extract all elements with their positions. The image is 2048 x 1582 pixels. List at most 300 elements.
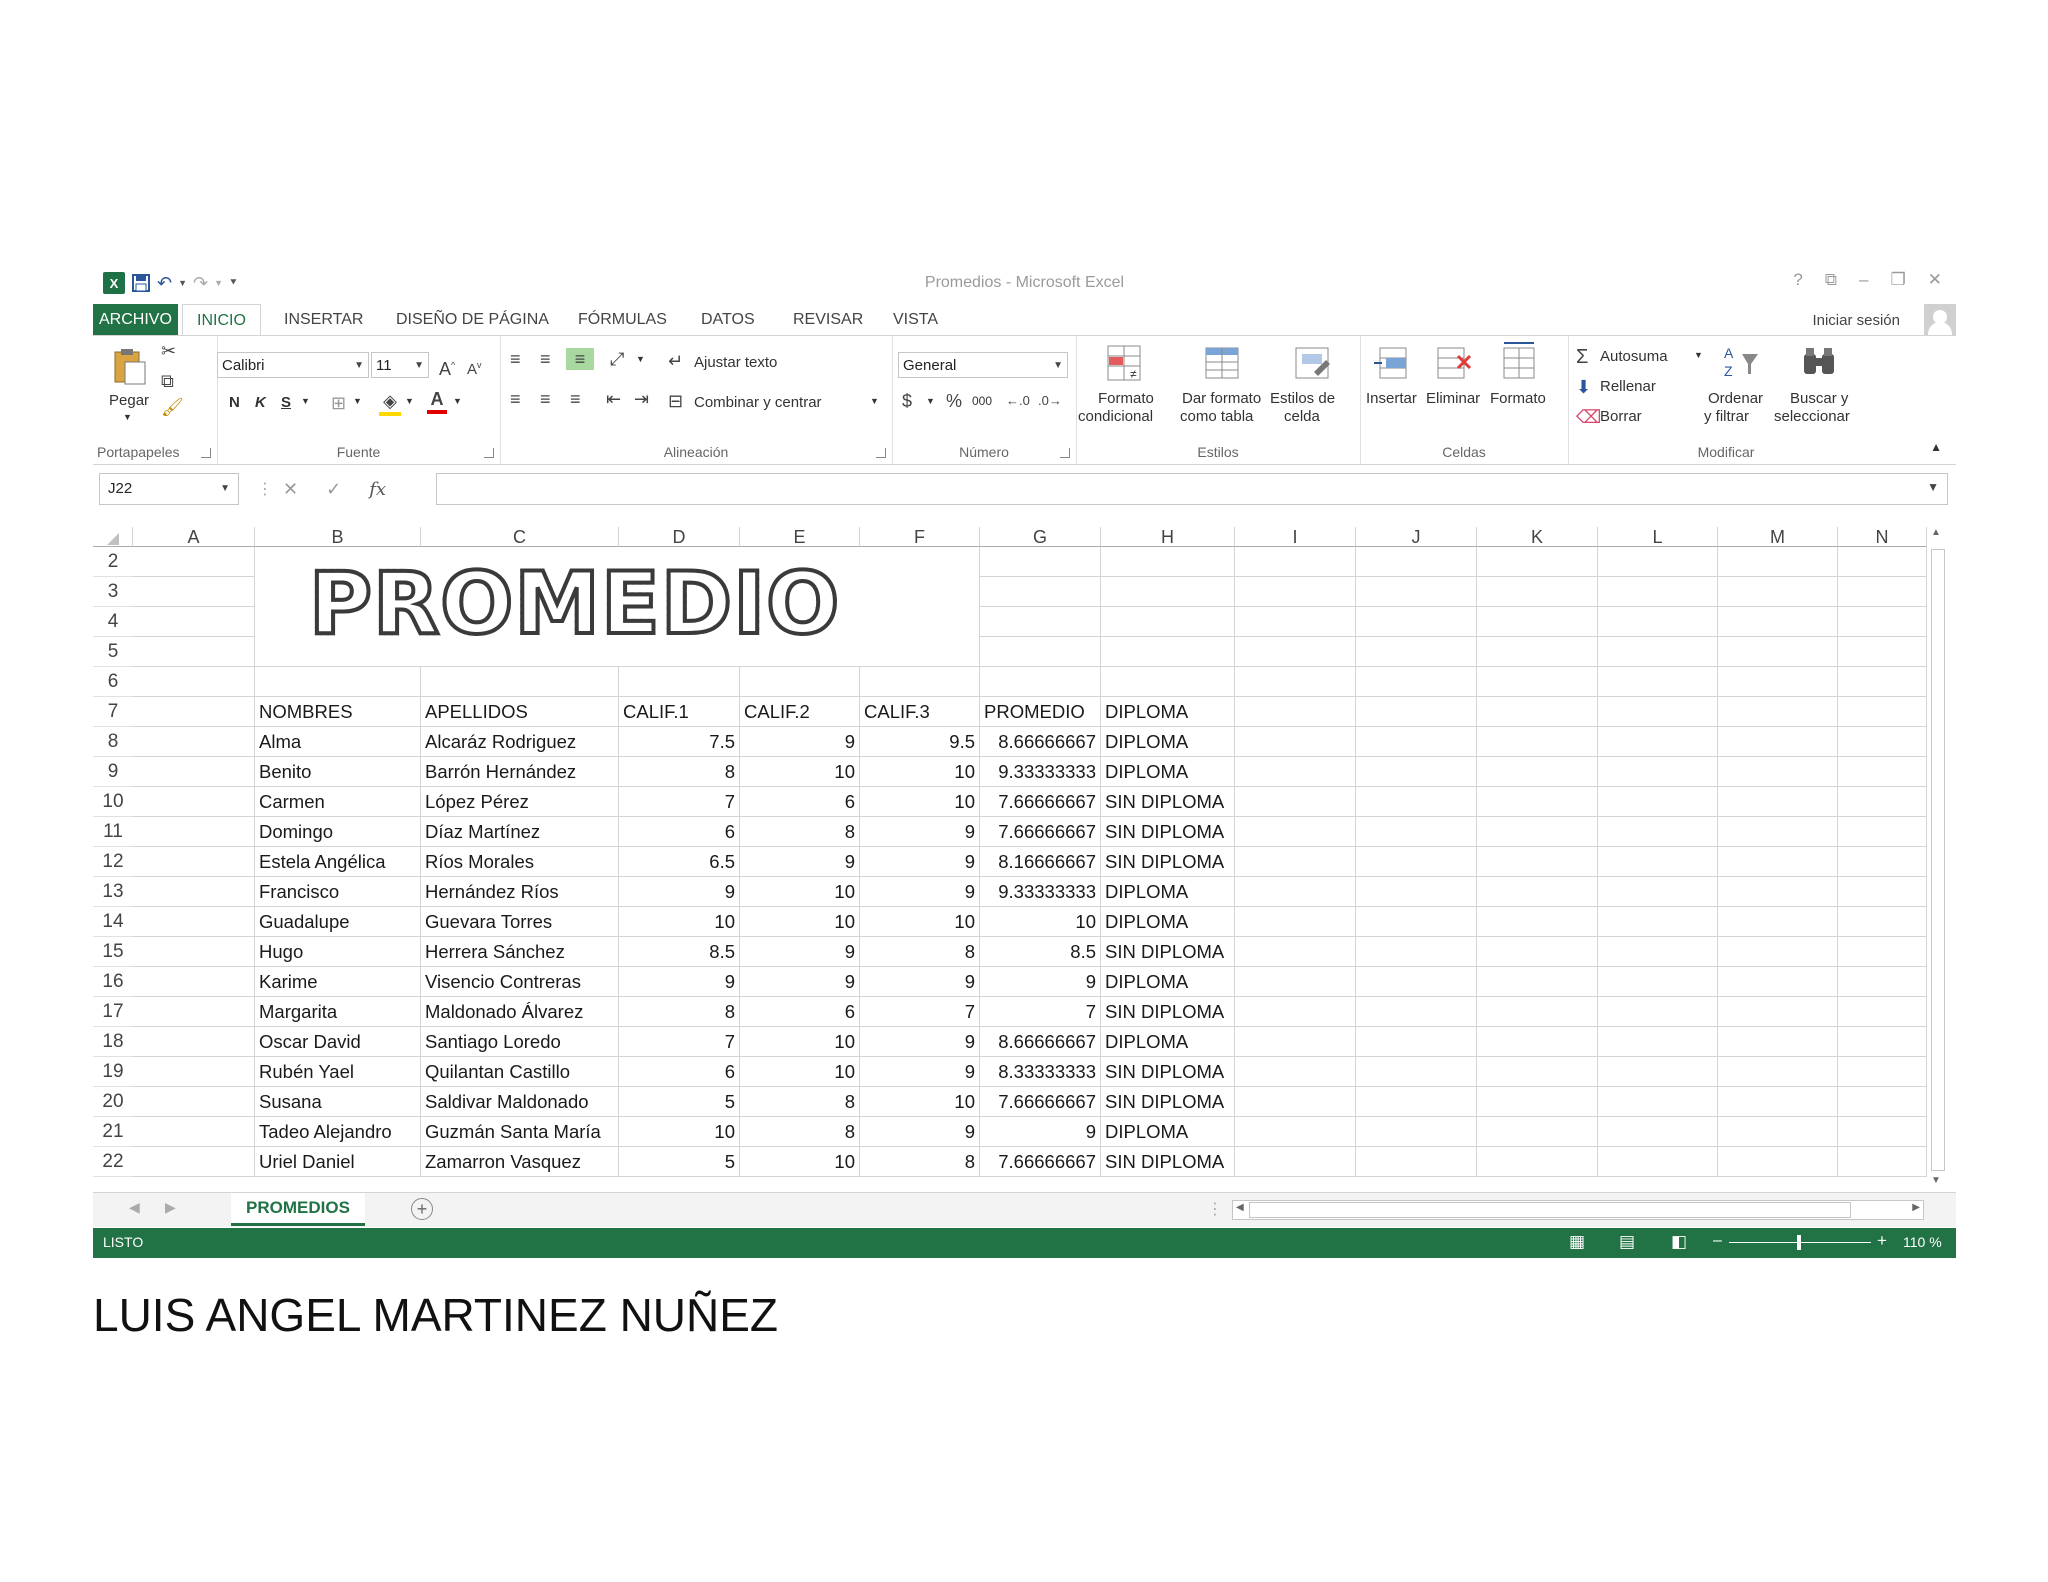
underline-dropdown-icon[interactable]: ▼ [301, 396, 310, 406]
cell-n19[interactable] [1838, 1057, 1927, 1087]
cell-f22[interactable]: 8 [860, 1147, 980, 1177]
cell-f11[interactable]: 9 [860, 817, 980, 847]
cell-i11[interactable] [1235, 817, 1356, 847]
find-select-button[interactable]: Buscar y [1790, 390, 1849, 407]
fill-down-icon[interactable]: ⬇ [1576, 377, 1592, 397]
cell-e22[interactable]: 10 [740, 1147, 860, 1177]
cell-i7[interactable] [1235, 697, 1356, 727]
cell-j6[interactable] [1356, 667, 1477, 697]
tab-formulas[interactable]: FÓRMULAS [578, 311, 667, 328]
cell-e14[interactable]: 10 [740, 907, 860, 937]
cell-g13[interactable]: 9.33333333 [980, 877, 1101, 907]
cell-c6[interactable] [421, 667, 619, 697]
row-header-4[interactable]: 4 [93, 607, 133, 637]
cell-j10[interactable] [1356, 787, 1477, 817]
cell-c15[interactable]: Herrera Sánchez [421, 937, 619, 967]
cell-m11[interactable] [1718, 817, 1838, 847]
cell-i22[interactable] [1235, 1147, 1356, 1177]
cell-n22[interactable] [1838, 1147, 1927, 1177]
cell-d18[interactable]: 7 [619, 1027, 740, 1057]
cell-e11[interactable]: 8 [740, 817, 860, 847]
cell-h14[interactable]: DIPLOMA [1101, 907, 1235, 937]
cell-e18[interactable]: 10 [740, 1027, 860, 1057]
cell-g6[interactable] [980, 667, 1101, 697]
cell-g15[interactable]: 8.5 [980, 937, 1101, 967]
cell-a21[interactable] [133, 1117, 255, 1147]
cell-m16[interactable] [1718, 967, 1838, 997]
cell-h6[interactable] [1101, 667, 1235, 697]
cell-l9[interactable] [1598, 757, 1718, 787]
cell-n4[interactable] [1838, 607, 1927, 637]
cell-e21[interactable]: 8 [740, 1117, 860, 1147]
cell-e12[interactable]: 9 [740, 847, 860, 877]
collapse-ribbon-icon[interactable]: ▲ [1930, 440, 1942, 454]
tab-revisar[interactable]: REVISAR [793, 311, 864, 328]
cell-a11[interactable] [133, 817, 255, 847]
cell-a19[interactable] [133, 1057, 255, 1087]
bold-button[interactable]: N [229, 394, 240, 411]
cell-c21[interactable]: Guzmán Santa María [421, 1117, 619, 1147]
sort-filter-button[interactable]: Ordenar [1708, 390, 1764, 407]
column-header-m[interactable]: M [1718, 527, 1838, 547]
decrease-indent-icon[interactable]: ⇤ [606, 389, 622, 409]
cell-h16[interactable]: DIPLOMA [1101, 967, 1235, 997]
cell-b13[interactable]: Francisco [255, 877, 421, 907]
cell-g11[interactable]: 7.66666667 [980, 817, 1101, 847]
ribbon-display-icon[interactable]: ⧉ [1824, 270, 1838, 289]
row-header-19[interactable]: 19 [93, 1057, 133, 1087]
font-launcher-icon[interactable] [484, 448, 494, 458]
cell-c14[interactable]: Guevara Torres [421, 907, 619, 937]
font-color-icon[interactable]: A [427, 388, 447, 414]
page-break-view-icon[interactable]: ◧ [1671, 1232, 1688, 1251]
cell-k14[interactable] [1477, 907, 1598, 937]
cell-i19[interactable] [1235, 1057, 1356, 1087]
cell-k4[interactable] [1477, 607, 1598, 637]
cell-b22[interactable]: Uriel Daniel [255, 1147, 421, 1177]
cell-b8[interactable]: Alma [255, 727, 421, 757]
cell-k9[interactable] [1477, 757, 1598, 787]
clear-button[interactable]: Borrar [1600, 408, 1642, 425]
cell-c8[interactable]: Alcaráz Rodriguez [421, 727, 619, 757]
cell-f18[interactable]: 9 [860, 1027, 980, 1057]
row-header-3[interactable]: 3 [93, 577, 133, 607]
borders-icon[interactable]: ⊞ [331, 393, 347, 413]
row-header-12[interactable]: 12 [93, 847, 133, 877]
cell-k8[interactable] [1477, 727, 1598, 757]
cell-b7[interactable]: NOMBRES [255, 697, 421, 727]
insert-cells-icon[interactable] [1372, 342, 1414, 384]
cell-n2[interactable] [1838, 547, 1927, 577]
formula-bar-handle-icon[interactable]: ⋮ [257, 481, 273, 498]
cell-h8[interactable]: DIPLOMA [1101, 727, 1235, 757]
cell-a15[interactable] [133, 937, 255, 967]
row-header-10[interactable]: 10 [93, 787, 133, 817]
cancel-icon[interactable]: ✕ [283, 478, 299, 499]
cell-l21[interactable] [1598, 1117, 1718, 1147]
column-header-e[interactable]: E [740, 527, 860, 547]
cell-b20[interactable]: Susana [255, 1087, 421, 1117]
font-color-dropdown-icon[interactable]: ▼ [453, 396, 462, 406]
cell-d14[interactable]: 10 [619, 907, 740, 937]
cell-k7[interactable] [1477, 697, 1598, 727]
normal-view-icon[interactable]: ▦ [1569, 1232, 1586, 1251]
cell-n14[interactable] [1838, 907, 1927, 937]
row-header-22[interactable]: 22 [93, 1147, 133, 1177]
column-header-k[interactable]: K [1477, 527, 1598, 547]
conditional-format-icon[interactable] [1104, 342, 1146, 384]
cell-j18[interactable] [1356, 1027, 1477, 1057]
cell-l19[interactable] [1598, 1057, 1718, 1087]
cell-b19[interactable]: Rubén Yael [255, 1057, 421, 1087]
increase-decimal-icon[interactable]: ←.0 [1006, 393, 1030, 408]
cell-h5[interactable] [1101, 637, 1235, 667]
undo-icon[interactable]: ↶ [157, 272, 173, 293]
cell-styles-button[interactable]: Estilos de [1270, 390, 1336, 407]
cell-i20[interactable] [1235, 1087, 1356, 1117]
cell-m15[interactable] [1718, 937, 1838, 967]
cell-m5[interactable] [1718, 637, 1838, 667]
cell-f2[interactable] [860, 547, 980, 577]
cell-h2[interactable] [1101, 547, 1235, 577]
cell-k18[interactable] [1477, 1027, 1598, 1057]
cell-b9[interactable]: Benito [255, 757, 421, 787]
name-box[interactable]: J22 ▼ [99, 473, 239, 505]
cell-b6[interactable] [255, 667, 421, 697]
cell-b15[interactable]: Hugo [255, 937, 421, 967]
cell-g21[interactable]: 9 [980, 1117, 1101, 1147]
cell-f17[interactable]: 7 [860, 997, 980, 1027]
cell-k6[interactable] [1477, 667, 1598, 697]
cell-m14[interactable] [1718, 907, 1838, 937]
cell-l14[interactable] [1598, 907, 1718, 937]
cell-e9[interactable]: 10 [740, 757, 860, 787]
cell-m6[interactable] [1718, 667, 1838, 697]
row-header-7[interactable]: 7 [93, 697, 133, 727]
cell-f9[interactable]: 10 [860, 757, 980, 787]
cell-b12[interactable]: Estela Angélica [255, 847, 421, 877]
cell-a6[interactable] [133, 667, 255, 697]
cell-d8[interactable]: 7.5 [619, 727, 740, 757]
cell-j17[interactable] [1356, 997, 1477, 1027]
format-as-table-label-2[interactable]: como tabla [1180, 408, 1254, 425]
cell-g20[interactable]: 7.66666667 [980, 1087, 1101, 1117]
cell-h18[interactable]: DIPLOMA [1101, 1027, 1235, 1057]
find-select-label-2[interactable]: seleccionar [1774, 408, 1850, 425]
cell-j13[interactable] [1356, 877, 1477, 907]
cell-g12[interactable]: 8.16666667 [980, 847, 1101, 877]
cell-j9[interactable] [1356, 757, 1477, 787]
cell-e8[interactable]: 9 [740, 727, 860, 757]
cell-c10[interactable]: López Pérez [421, 787, 619, 817]
cell-f21[interactable]: 9 [860, 1117, 980, 1147]
tab-archivo[interactable]: ARCHIVO [93, 304, 178, 336]
cell-l10[interactable] [1598, 787, 1718, 817]
cell-j19[interactable] [1356, 1057, 1477, 1087]
align-center-icon[interactable]: ≡ [540, 389, 551, 409]
redo-dropdown-icon[interactable]: ▼ [214, 278, 224, 288]
cell-n18[interactable] [1838, 1027, 1927, 1057]
cell-j22[interactable] [1356, 1147, 1477, 1177]
cell-f10[interactable]: 10 [860, 787, 980, 817]
cell-k19[interactable] [1477, 1057, 1598, 1087]
cell-c19[interactable]: Quilantan Castillo [421, 1057, 619, 1087]
cell-i21[interactable] [1235, 1117, 1356, 1147]
cell-j5[interactable] [1356, 637, 1477, 667]
cell-k2[interactable] [1477, 547, 1598, 577]
wrap-text-icon[interactable]: ↵ [668, 351, 684, 371]
cell-i10[interactable] [1235, 787, 1356, 817]
page-layout-view-icon[interactable]: ▤ [1619, 1232, 1636, 1251]
cell-j7[interactable] [1356, 697, 1477, 727]
horizontal-scrollbar[interactable] [1232, 1200, 1924, 1220]
cell-b17[interactable]: Margarita [255, 997, 421, 1027]
column-header-g[interactable]: G [980, 527, 1101, 547]
cut-icon[interactable]: ✂ [161, 341, 177, 361]
cell-d17[interactable]: 8 [619, 997, 740, 1027]
cell-l20[interactable] [1598, 1087, 1718, 1117]
cell-b11[interactable]: Domingo [255, 817, 421, 847]
paste-dropdown-icon[interactable]: ▼ [123, 412, 132, 422]
vertical-scrollbar[interactable] [1927, 527, 1949, 1197]
cell-j14[interactable] [1356, 907, 1477, 937]
cell-n5[interactable] [1838, 637, 1927, 667]
cell-b16[interactable]: Karime [255, 967, 421, 997]
cell-l5[interactable] [1598, 637, 1718, 667]
cell-f13[interactable]: 9 [860, 877, 980, 907]
autosum-button[interactable]: Autosuma [1600, 348, 1668, 365]
cell-l18[interactable] [1598, 1027, 1718, 1057]
cell-h22[interactable]: SIN DIPLOMA [1101, 1147, 1235, 1177]
column-header-j[interactable]: J [1356, 527, 1477, 547]
eraser-icon[interactable]: ⌫ [1576, 407, 1602, 427]
cell-m13[interactable] [1718, 877, 1838, 907]
cell-a13[interactable] [133, 877, 255, 907]
merge-center-button[interactable]: Combinar y centrar [694, 394, 822, 411]
row-header-9[interactable]: 9 [93, 757, 133, 787]
fill-color-dropdown-icon[interactable]: ▼ [405, 396, 414, 406]
cell-j12[interactable] [1356, 847, 1477, 877]
column-header-b[interactable]: B [255, 527, 421, 547]
cell-a4[interactable] [133, 607, 255, 637]
binoculars-icon[interactable] [1798, 342, 1840, 384]
cell-i2[interactable] [1235, 547, 1356, 577]
cell-l4[interactable] [1598, 607, 1718, 637]
cell-i18[interactable] [1235, 1027, 1356, 1057]
cell-i12[interactable] [1235, 847, 1356, 877]
cell-e17[interactable]: 6 [740, 997, 860, 1027]
cell-m17[interactable] [1718, 997, 1838, 1027]
column-header-i[interactable]: I [1235, 527, 1356, 547]
cell-k5[interactable] [1477, 637, 1598, 667]
autosum-icon[interactable]: Σ [1576, 346, 1589, 368]
format-as-table-icon[interactable] [1202, 342, 1244, 384]
cell-m10[interactable] [1718, 787, 1838, 817]
cell-j15[interactable] [1356, 937, 1477, 967]
cell-n17[interactable] [1838, 997, 1927, 1027]
zoom-slider-thumb[interactable] [1797, 1235, 1801, 1250]
cell-g22[interactable]: 7.66666667 [980, 1147, 1101, 1177]
cell-k11[interactable] [1477, 817, 1598, 847]
increase-font-icon[interactable]: A^ [439, 359, 456, 379]
zoom-out-icon[interactable]: – [1713, 1232, 1722, 1249]
column-header-c[interactable]: C [421, 527, 619, 547]
cell-m20[interactable] [1718, 1087, 1838, 1117]
cell-a16[interactable] [133, 967, 255, 997]
cell-j11[interactable] [1356, 817, 1477, 847]
cell-g7[interactable]: PROMEDIO [980, 697, 1101, 727]
column-header-d[interactable]: D [619, 527, 740, 547]
scroll-down-icon[interactable]: ▼ [1931, 1175, 1941, 1186]
undo-dropdown-icon[interactable]: ▼ [178, 278, 188, 288]
cell-k21[interactable] [1477, 1117, 1598, 1147]
help-icon[interactable]: ? [1793, 270, 1803, 289]
cell-h9[interactable]: DIPLOMA [1101, 757, 1235, 787]
column-header-f[interactable]: F [860, 527, 980, 547]
row-header-16[interactable]: 16 [93, 967, 133, 997]
cell-l3[interactable] [1598, 577, 1718, 607]
cell-d9[interactable]: 8 [619, 757, 740, 787]
cell-i5[interactable] [1235, 637, 1356, 667]
close-icon[interactable]: ✕ [1927, 270, 1942, 289]
cell-b21[interactable]: Tadeo Alejandro [255, 1117, 421, 1147]
scroll-right-icon[interactable]: ▶ [1912, 1202, 1920, 1213]
row-header-17[interactable]: 17 [93, 997, 133, 1027]
clipboard-launcher-icon[interactable] [201, 448, 211, 458]
borders-dropdown-icon[interactable]: ▼ [353, 396, 362, 406]
cell-m8[interactable] [1718, 727, 1838, 757]
cell-n8[interactable] [1838, 727, 1927, 757]
cell-g16[interactable]: 9 [980, 967, 1101, 997]
cell-h13[interactable]: DIPLOMA [1101, 877, 1235, 907]
row-header-20[interactable]: 20 [93, 1087, 133, 1117]
orientation-dropdown-icon[interactable]: ▼ [636, 354, 645, 364]
cell-n10[interactable] [1838, 787, 1927, 817]
cell-e6[interactable] [740, 667, 860, 697]
cell-a2[interactable] [133, 547, 255, 577]
copy-icon[interactable]: ⧉ [161, 371, 174, 391]
cell-c22[interactable]: Zamarron Vasquez [421, 1147, 619, 1177]
cell-d19[interactable]: 6 [619, 1057, 740, 1087]
cell-n9[interactable] [1838, 757, 1927, 787]
cell-k13[interactable] [1477, 877, 1598, 907]
format-as-table-button[interactable]: Dar formato [1182, 390, 1262, 407]
cell-f15[interactable]: 8 [860, 937, 980, 967]
cell-n12[interactable] [1838, 847, 1927, 877]
column-header-l[interactable]: L [1598, 527, 1718, 547]
row-header-21[interactable]: 21 [93, 1117, 133, 1147]
cell-c18[interactable]: Santiago Loredo [421, 1027, 619, 1057]
horizontal-scroll-thumb[interactable] [1249, 1202, 1851, 1218]
format-painter-icon[interactable]: 🖌 [161, 397, 184, 417]
cell-l13[interactable] [1598, 877, 1718, 907]
sheet-tab-promedios[interactable]: PROMEDIOS [231, 1193, 365, 1226]
row-header-18[interactable]: 18 [93, 1027, 133, 1057]
cell-b10[interactable]: Carmen [255, 787, 421, 817]
cell-i14[interactable] [1235, 907, 1356, 937]
cell-k16[interactable] [1477, 967, 1598, 997]
cell-l12[interactable] [1598, 847, 1718, 877]
cell-j4[interactable] [1356, 607, 1477, 637]
cell-i4[interactable] [1235, 607, 1356, 637]
column-header-n[interactable]: N [1838, 527, 1927, 547]
cell-a9[interactable] [133, 757, 255, 787]
cell-m12[interactable] [1718, 847, 1838, 877]
cell-c16[interactable]: Visencio Contreras [421, 967, 619, 997]
delete-cells-icon[interactable] [1432, 342, 1474, 384]
cell-a10[interactable] [133, 787, 255, 817]
cell-a7[interactable] [133, 697, 255, 727]
cell-b18[interactable]: Oscar David [255, 1027, 421, 1057]
row-header-8[interactable]: 8 [93, 727, 133, 757]
cell-h21[interactable]: DIPLOMA [1101, 1117, 1235, 1147]
cell-styles-label-2[interactable]: celda [1284, 408, 1320, 425]
align-left-icon[interactable]: ≡ [510, 389, 521, 409]
row-header-15[interactable]: 15 [93, 937, 133, 967]
cell-a5[interactable] [133, 637, 255, 667]
cell-h3[interactable] [1101, 577, 1235, 607]
cell-c11[interactable]: Díaz Martínez [421, 817, 619, 847]
cell-i3[interactable] [1235, 577, 1356, 607]
cell-m7[interactable] [1718, 697, 1838, 727]
cell-i15[interactable] [1235, 937, 1356, 967]
insert-cells-button[interactable]: Insertar [1366, 390, 1417, 407]
minimize-icon[interactable]: – [1859, 270, 1869, 289]
cell-h12[interactable]: SIN DIPLOMA [1101, 847, 1235, 877]
cell-n7[interactable] [1838, 697, 1927, 727]
currency-icon[interactable]: $ [902, 391, 913, 411]
cell-a12[interactable] [133, 847, 255, 877]
cell-k12[interactable] [1477, 847, 1598, 877]
conditional-format-button[interactable]: Formato [1098, 390, 1154, 407]
cell-i9[interactable] [1235, 757, 1356, 787]
formula-input[interactable]: ▼ [436, 473, 1948, 505]
merge-center-icon[interactable]: ⊟ [668, 391, 684, 411]
format-cells-button[interactable]: Formato [1490, 390, 1546, 407]
next-sheet-icon[interactable]: ▶ [165, 1199, 176, 1215]
cell-h20[interactable]: SIN DIPLOMA [1101, 1087, 1235, 1117]
redo-icon[interactable]: ↷ [193, 272, 209, 293]
paste-icon[interactable] [109, 346, 151, 388]
cell-k15[interactable] [1477, 937, 1598, 967]
row-header-2[interactable]: 2 [93, 547, 133, 577]
cell-l16[interactable] [1598, 967, 1718, 997]
cell-l6[interactable] [1598, 667, 1718, 697]
currency-dropdown-icon[interactable]: ▼ [926, 396, 935, 406]
paste-button[interactable]: Pegar [109, 392, 150, 409]
column-header-a[interactable]: A [133, 527, 255, 547]
tab-inicio[interactable]: INICIO [182, 304, 261, 337]
vertical-scroll-thumb[interactable] [1931, 549, 1945, 1171]
tab-diseno-de-pagina[interactable]: DISEÑO DE PÁGINA [396, 311, 549, 328]
cell-m18[interactable] [1718, 1027, 1838, 1057]
align-bottom-icon[interactable]: ≡ [566, 348, 594, 370]
cell-j2[interactable] [1356, 547, 1477, 577]
new-sheet-icon[interactable]: + [411, 1198, 433, 1220]
orientation-icon[interactable]: ⤢ [610, 349, 625, 369]
cell-g10[interactable]: 7.66666667 [980, 787, 1101, 817]
cell-c17[interactable]: Maldonado Álvarez [421, 997, 619, 1027]
alignment-launcher-icon[interactable] [876, 448, 886, 458]
cell-l15[interactable] [1598, 937, 1718, 967]
cell-h19[interactable]: SIN DIPLOMA [1101, 1057, 1235, 1087]
cell-d7[interactable]: CALIF.1 [619, 697, 740, 727]
align-right-icon[interactable]: ≡ [570, 389, 581, 409]
cell-j8[interactable] [1356, 727, 1477, 757]
cell-n16[interactable] [1838, 967, 1927, 997]
cell-f8[interactable]: 9.5 [860, 727, 980, 757]
column-header-h[interactable]: H [1101, 527, 1235, 547]
